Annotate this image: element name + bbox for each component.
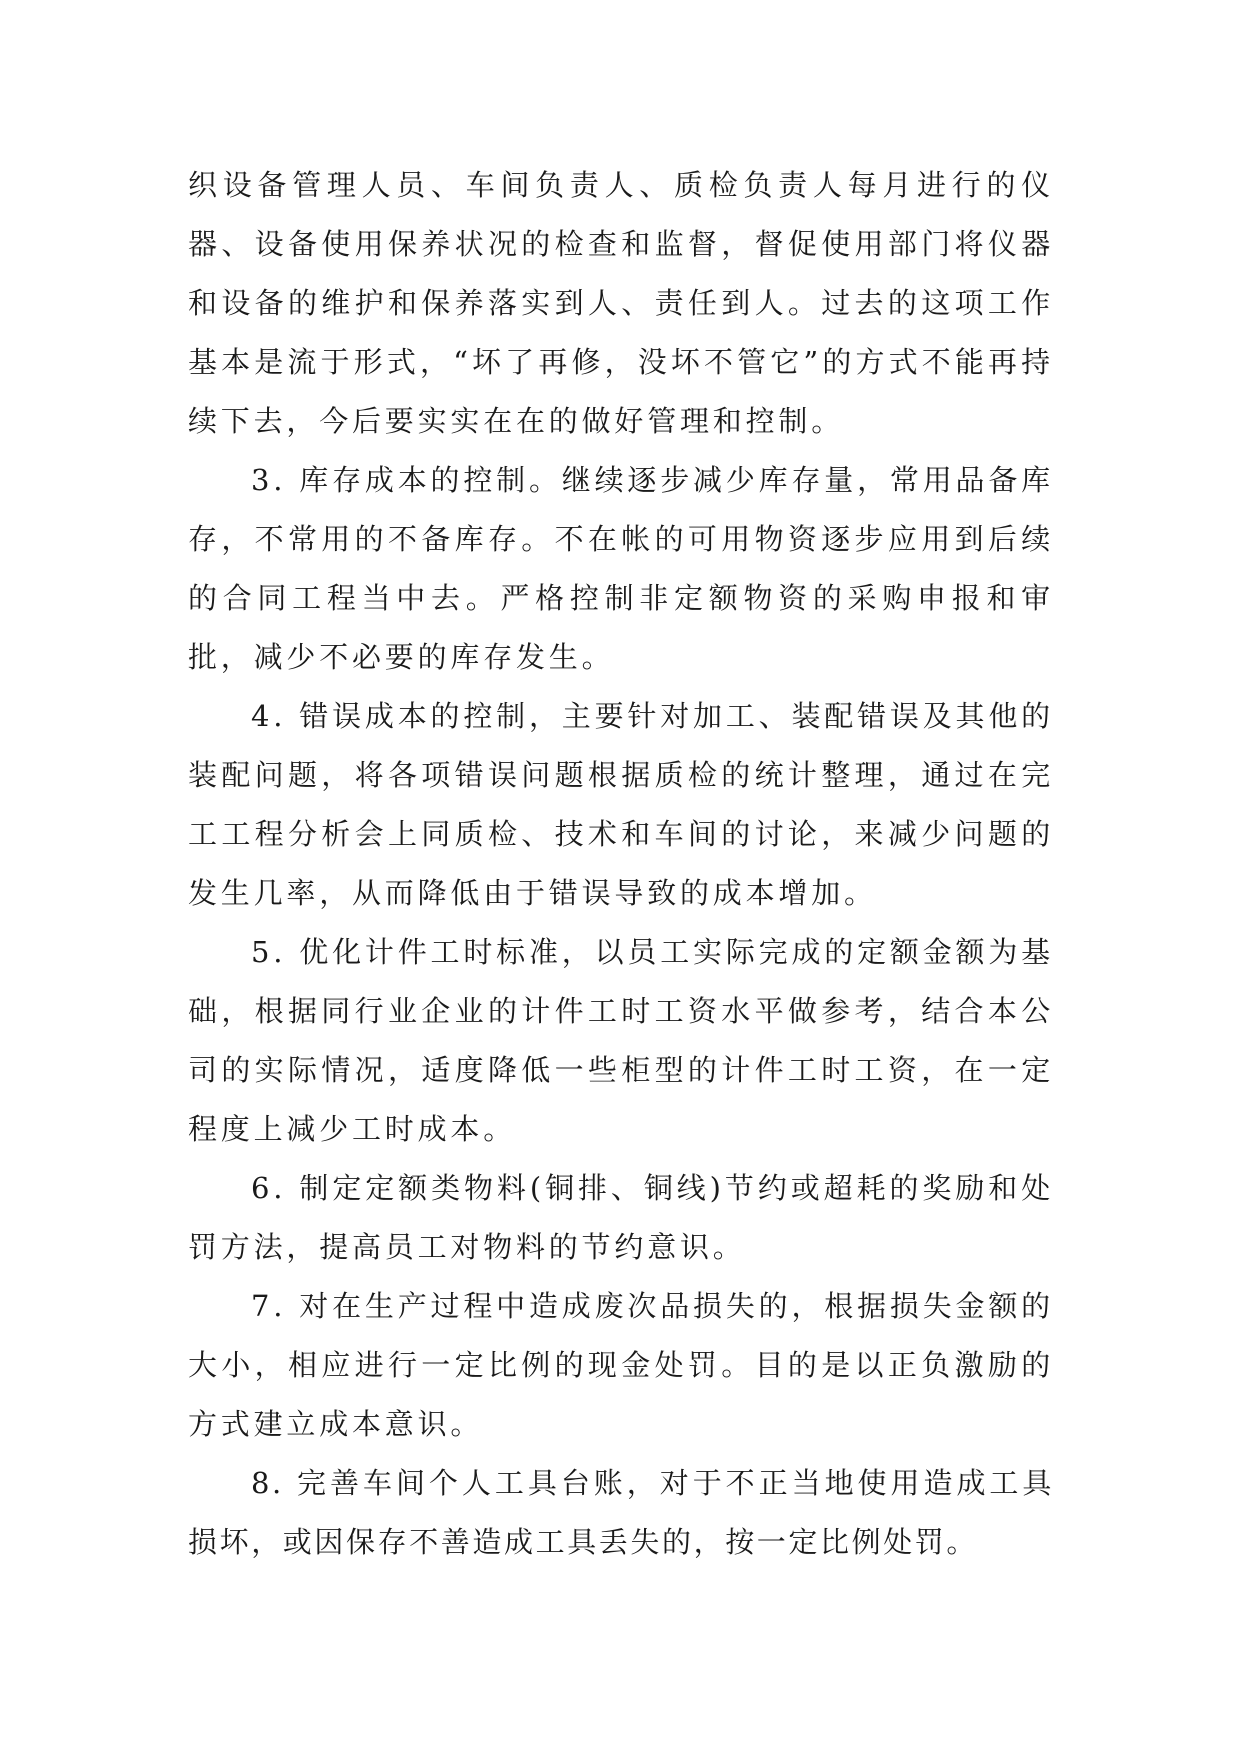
paragraph-item-3: 3. 库存成本的控制。继续逐步减少库存量，常用品备库存，不常用的不备库存。不在帐的可用物资逐步应用到后续的合同工程当中去。严格控制非定额物资的采购申报和审批，减少不必要的库存发生。 xyxy=(188,463,1054,674)
document-body xyxy=(188,156,1054,1572)
paragraph-item-4: 4. 错误成本的控制，主要针对加工、装配错误及其他的装配问题，将各项错误问题根据质检的统计整理，通过在完工工程分析会上同质检、技术和车间的讨论，来减少问题的发生几率，从而降低由于错误导致的成本增加。 xyxy=(188,699,1054,910)
paragraph-item-8: 8. 完善车间个人工具台账，对于不正当地使用造成工具损坏，或因保存不善造成工具丢失的，按一定比例处罚。 xyxy=(188,1466,1054,1559)
paragraph-item-7: 7. 对在生产过程中造成废次品损失的，根据损失金额的大小，相应进行一定比例的现金处罚。目的是以正负激励的方式建立成本意识。 xyxy=(188,1289,1054,1441)
paragraph-item-6: 6. 制定定额类物料(铜排、铜线)节约或超耗的奖励和处罚方法，提高员工对物料的节约意识。 xyxy=(188,1171,1054,1264)
paragraph-continuation: 织设备管理人员、车间负责人、质检负责人每月进行的仪器、设备使用保养状况的检查和监督，督促使用部门将仪器和设备的维护和保养落实到人、责任到人。过去的这项工作基本是流于形式，“坏了再修，没坏不管它”的方式不能再持续下去，今后要实实在在的做好管理和控制。 xyxy=(188,168,1054,438)
paragraph-item-5: 5. 优化计件工时标准，以员工实际完成的定额金额为基础，根据同行业企业的计件工时工资水平做参考，结合本公司的实际情况，适度降低一些柜型的计件工时工资，在一定程度上减少工时成本。 xyxy=(188,935,1054,1146)
